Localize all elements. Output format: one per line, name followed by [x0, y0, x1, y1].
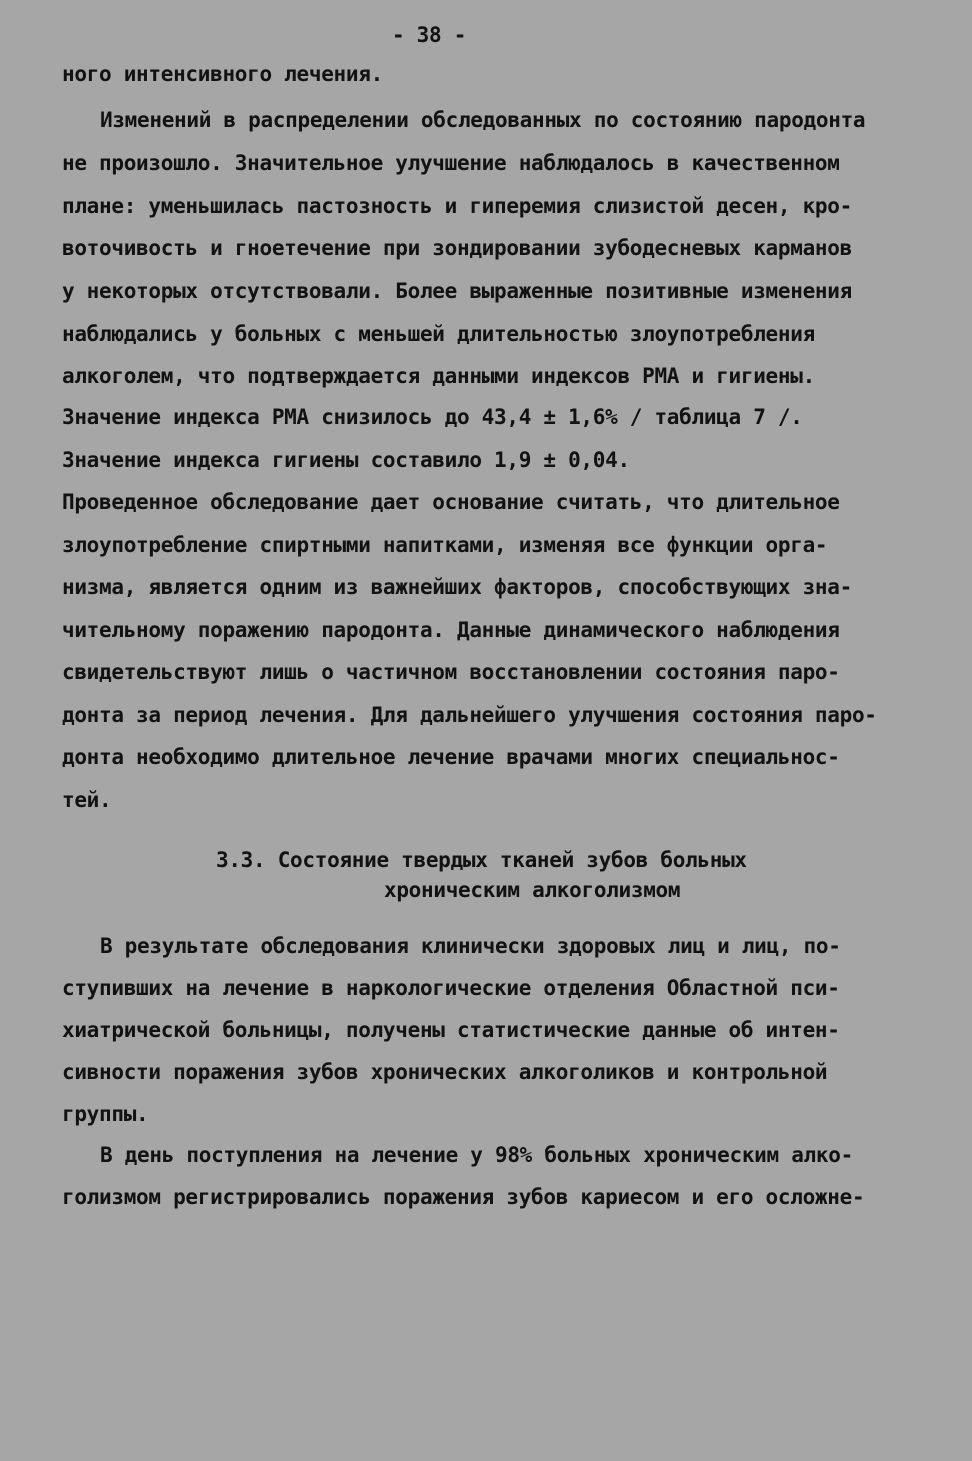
text-line: В день поступления на лечение у 98% больных хроническим алко-	[100, 1143, 853, 1167]
text-line: донта необходимо длительное лечение врачами многих специальнос-	[62, 745, 840, 769]
text-line: низма, является одним из важнейших факторов, способствующих зна-	[62, 575, 852, 599]
text-line: Проведенное обследование дает основание считать, что длительное	[62, 490, 840, 514]
text-line: алкоголем, что подтверждается данными индексов РМА и гигиены.	[62, 364, 815, 388]
text-line: Значение индекса гигиены составило 1,9 ± 0,04.	[62, 448, 630, 472]
text-line: у некоторых отсутствовали. Более выраженные позитивные изменения	[62, 279, 852, 303]
section-heading-line: 3.3. Состояние твердых тканей зубов больных	[216, 848, 747, 872]
section-heading-line: хроническим алкоголизмом	[384, 878, 681, 902]
text-line: хиатрической больницы, получены статистические данные об интен-	[62, 1018, 840, 1042]
text-line: воточивость и гноетечение при зондировании зубодесневых карманов	[62, 236, 852, 260]
text-line: сивности поражения зубов хронических алкоголиков и контрольной	[62, 1060, 828, 1084]
text-line: чительному поражению пародонта. Данные динамического наблюдения	[62, 618, 840, 642]
text-line: В результате обследования клинически здоровых лиц и лиц, по-	[100, 934, 841, 958]
text-line: свидетельствуют лишь о частичном восстановлении состояния паро-	[62, 660, 840, 684]
text-line: наблюдались у больных с меньшей длительностью злоупотребления	[62, 322, 815, 346]
text-line: Изменений в распределении обследованных по состоянию пародонта	[100, 108, 866, 132]
text-line: ного интенсивного лечения.	[62, 62, 383, 86]
page-number: - 38 -	[392, 23, 467, 47]
text-line: голизмом регистрировались поражения зубов кариесом и его осложне-	[62, 1185, 865, 1209]
text-line: злоупотребление спиртными напитками, изменяя все функции орга-	[62, 533, 828, 557]
text-line: тей.	[62, 788, 112, 812]
text-line: ступивших на лечение в наркологические отделения Областной пси-	[62, 976, 840, 1000]
text-line: плане: уменьшилась пастозность и гиперемия слизистой десен, кро-	[62, 194, 852, 218]
text-line: донта за период лечения. Для дальнейшего улучшения состояния паро-	[62, 703, 877, 727]
text-line: Значение индекса РМА снизилось до 43,4 ± 1,6% / таблица 7 /.	[62, 405, 803, 429]
text-line: группы.	[62, 1102, 149, 1126]
text-line: не произошло. Значительное улучшение наблюдалось в качественном	[62, 151, 840, 175]
